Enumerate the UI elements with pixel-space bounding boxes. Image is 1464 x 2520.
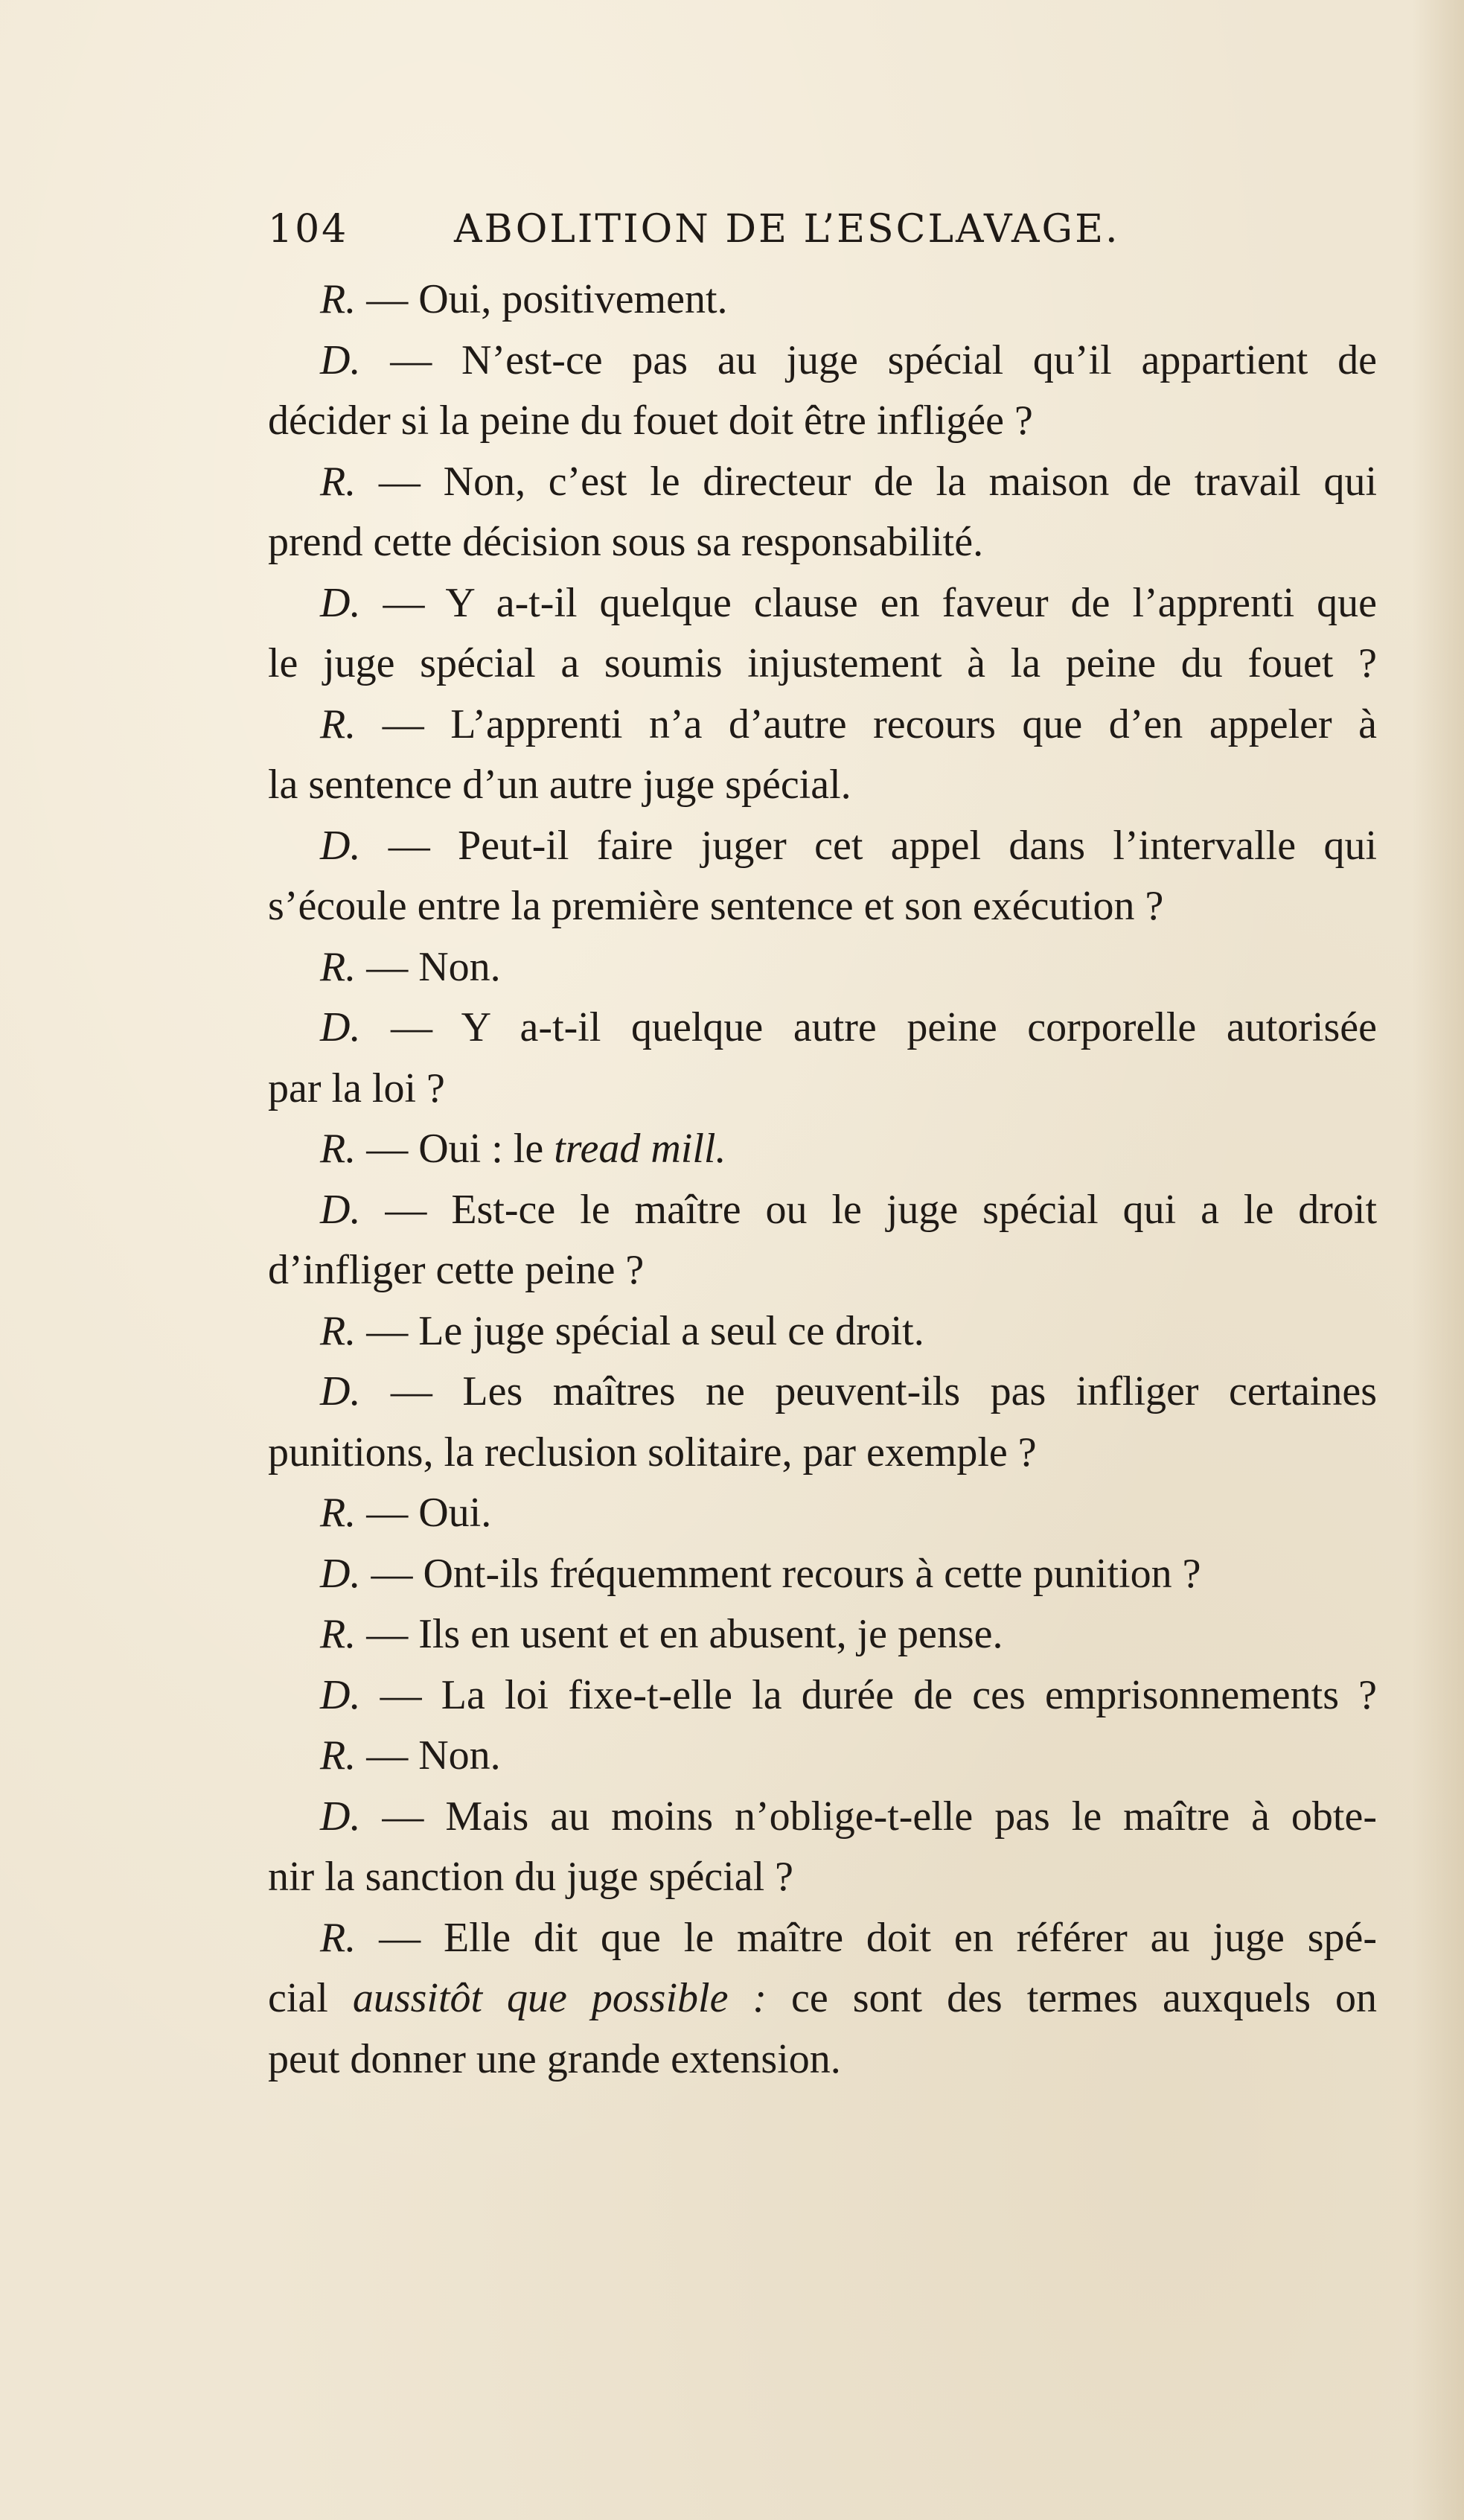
speaker-label: R.: [320, 1490, 357, 1536]
text-line: [268, 1544, 1377, 1605]
running-header: [268, 200, 1191, 259]
text-line: [268, 755, 1377, 816]
text-line: [268, 1301, 1377, 1362]
line-text: — Elle dit que le maître doit en référer au juge spé-: [356, 1914, 1377, 1961]
text-line: [268, 512, 1377, 573]
speaker-label: R.: [320, 701, 357, 747]
speaker-label: D.: [320, 1004, 361, 1050]
text-line: [268, 1180, 1377, 1241]
dialogue-text: [268, 269, 1377, 2090]
line-text: — Oui : le: [356, 1126, 554, 1172]
line-text: — Y a-t-il quelque autre peine corporelle autorisée: [360, 1004, 1377, 1050]
text-line: [268, 1362, 1377, 1423]
line-text: — Oui.: [356, 1490, 492, 1536]
line-text: punitions, la reclusion solitaire, par exemple ?: [268, 1429, 1037, 1476]
page-edge-shadow: [1412, 0, 1464, 2520]
emphasized-text: aussitôt que possible :: [352, 1975, 767, 2021]
speaker-label: D.: [320, 1368, 361, 1414]
line-text: — Y a-t-il quelque clause en faveur de l’apprenti que: [360, 579, 1377, 626]
text-line: [268, 816, 1377, 877]
text-line: [268, 998, 1377, 1059]
speaker-label: D.: [320, 1793, 361, 1840]
line-text: — Mais au moins n’oblige-t-elle pas le maître à obte-: [360, 1793, 1377, 1840]
line-text: peut donner une grande extension.: [268, 2035, 841, 2082]
line-text: par la loi ?: [268, 1065, 445, 1111]
line-text: — La loi fixe-t-elle la durée de ces emprisonnements ?: [360, 1671, 1377, 1718]
text-line: [268, 1787, 1377, 1848]
line-text: — N’est-ce pas au juge spécial qu’il appartient de: [360, 336, 1377, 383]
speaker-label: R.: [320, 1914, 357, 1961]
text-line: [268, 937, 1377, 998]
line-text: décider si la peine du fouet doit être infligée ?: [268, 398, 1033, 444]
speaker-label: D.: [320, 336, 361, 383]
speaker-label: R.: [320, 943, 357, 990]
speaker-label: R.: [320, 1126, 357, 1172]
speaker-label: R.: [320, 1307, 357, 1354]
text-line: [268, 1968, 1377, 2029]
speaker-label: R.: [320, 1732, 357, 1779]
line-text: cial: [268, 1975, 353, 2021]
text-line: [268, 331, 1377, 392]
emphasized-text: tread mill.: [554, 1126, 726, 1172]
line-text: nir la sanction du juge spécial ?: [268, 1854, 793, 1900]
text-line: [268, 876, 1377, 937]
speaker-label: D.: [320, 579, 361, 626]
text-line: [268, 1483, 1377, 1544]
text-line: [268, 634, 1377, 695]
running-title: ABOLITION DE L’ESCLAVAGE.: [454, 207, 1120, 252]
speaker-label: R.: [320, 458, 357, 505]
text-line: [268, 1726, 1377, 1787]
line-text: — Est-ce le maître ou le juge spécial qui a le droit: [360, 1186, 1377, 1233]
line-text: — Oui, positivement.: [356, 276, 728, 322]
text-line: [268, 1604, 1377, 1665]
text-line: [268, 1119, 1377, 1180]
line-text: — L’apprenti n’a d’autre recours que d’en appeler à: [356, 701, 1377, 747]
speaker-label: D.: [320, 1186, 361, 1233]
text-line: [268, 1240, 1377, 1301]
line-text: — Non, c’est le directeur de la maison de travail qui: [356, 458, 1377, 505]
line-text: s’écoule entre la première sentence et son exécution ?: [268, 883, 1164, 929]
line-text: le juge spécial a soumis injustement à la peine du fouet ?: [268, 640, 1377, 686]
text-line: [268, 391, 1377, 452]
line-text: — Les maîtres ne peuvent-ils pas infliger certaines: [360, 1368, 1377, 1414]
line-text: — Le juge spécial a seul ce droit.: [356, 1307, 924, 1354]
line-text: d’infliger cette peine ?: [268, 1247, 645, 1293]
speaker-label: R.: [320, 276, 357, 322]
text-line: [268, 695, 1377, 756]
text-line: [268, 452, 1377, 513]
line-text: — Non.: [356, 943, 501, 990]
line-text-continued: ce sont des termes auxquels on: [767, 1975, 1377, 2021]
text-line: [268, 1847, 1377, 1908]
speaker-label: R.: [320, 1611, 357, 1657]
line-text: — Ont-ils fréquemment recours à cette punition ?: [360, 1550, 1201, 1597]
text-line: [268, 573, 1377, 634]
text-line: [268, 2029, 1377, 2090]
line-text: la sentence d’un autre juge spécial.: [268, 762, 851, 808]
text-line: [268, 269, 1377, 331]
line-text: — Non.: [356, 1732, 501, 1779]
page-number: 104: [268, 207, 349, 252]
text-line: [268, 1059, 1377, 1120]
text-line: [268, 1423, 1377, 1484]
line-text: — Peut-il faire juger cet appel dans l’intervalle qui: [360, 822, 1377, 869]
text-line: [268, 1908, 1377, 1969]
speaker-label: D.: [320, 1671, 361, 1718]
text-line: [268, 1665, 1377, 1726]
speaker-label: D.: [320, 822, 361, 869]
line-text: — Ils en usent et en abusent, je pense.: [356, 1611, 1003, 1657]
speaker-label: D.: [320, 1550, 361, 1597]
line-text: prend cette décision sous sa responsabilité.: [268, 519, 984, 565]
